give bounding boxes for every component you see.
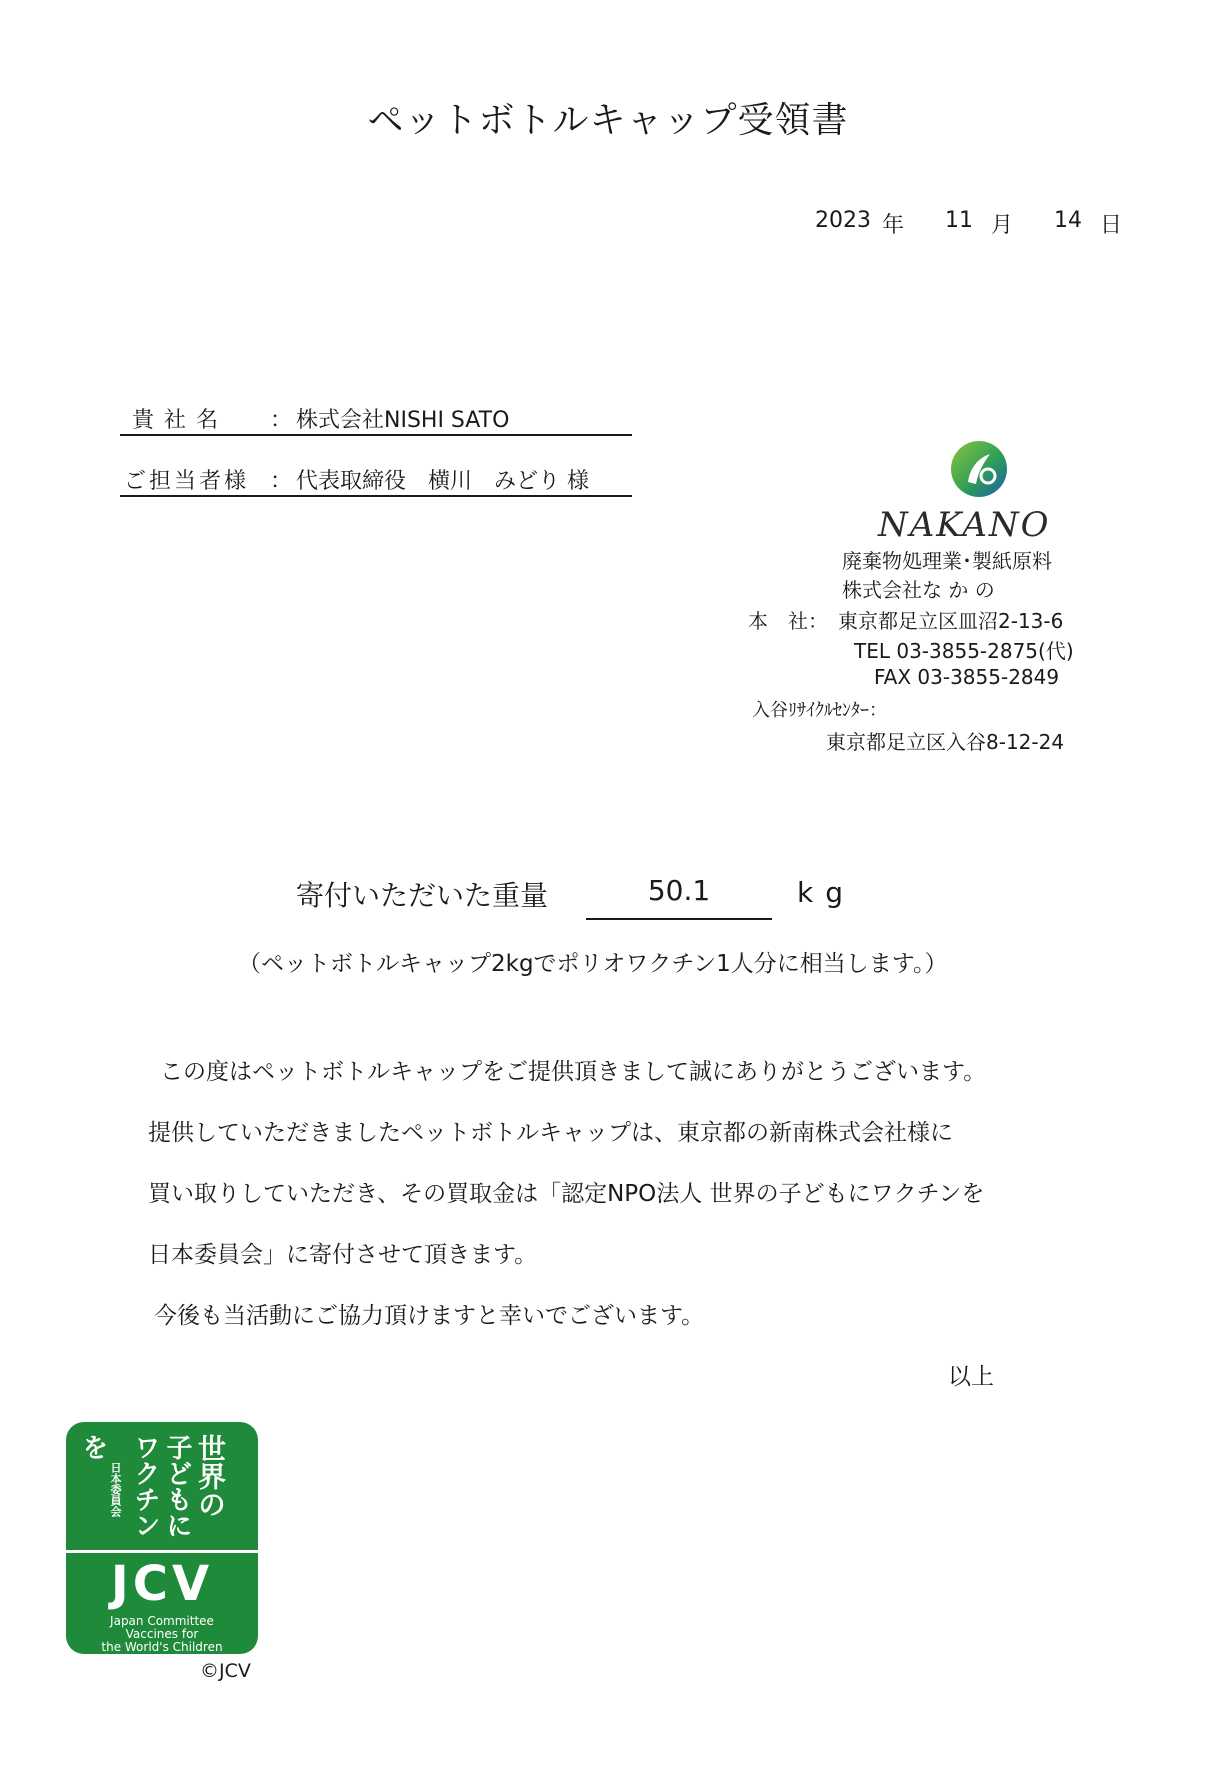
- issuer-name: 株式会社な か の: [842, 578, 995, 602]
- body-line: 日本委員会」に寄付させて頂きます。: [148, 1242, 538, 1268]
- body-line: 買い取りしていただき、その買取金は「認定NPO法人 世界の子どもにワクチンを: [148, 1181, 985, 1207]
- jcv-divider: [66, 1550, 258, 1553]
- issuer-hq-label: 本 社：: [748, 609, 828, 633]
- closing-text: 以上: [948, 1364, 994, 1390]
- weight-value: 50.1: [647, 874, 711, 907]
- jcv-sub-line3: the World's Children: [101, 1640, 223, 1654]
- jcv-text-col3: ワクチン: [130, 1434, 160, 1538]
- issuer-center-address: 東京都足立区入谷8-12-24: [826, 730, 1065, 754]
- issuer-business: 廃棄物処理業･製紙原料: [842, 549, 1052, 573]
- equivalence-note: （ペットボトルキャップ2kgでポリオワクチン1人分に相当します。）: [238, 951, 948, 977]
- date-month: 11: [945, 208, 973, 233]
- issuer-center-label: 入谷ﾘｻｲｸﾙｾﾝﾀｰ：: [752, 700, 887, 721]
- date-year: 2023: [815, 208, 871, 233]
- body-line: 提供していただきましたペットボトルキャップは、東京都の新南株式会社様に: [148, 1120, 953, 1146]
- date-year-unit: 年: [882, 213, 905, 238]
- jcv-text-col4: を: [78, 1434, 108, 1460]
- jcv-sub-line2: Vaccines for: [125, 1627, 199, 1641]
- jcv-logo: [66, 1422, 258, 1654]
- date-month-unit: 月: [991, 213, 1014, 238]
- body-line: 今後も当活動にご協力頂けますと幸いでございます。: [154, 1303, 705, 1329]
- nakano-logo-word: NAKANO: [878, 505, 1051, 545]
- company-underline: [120, 434, 632, 436]
- contact-label: ご担当者様: [124, 469, 250, 494]
- issuer-fax: FAX 03-3855-2849: [874, 665, 1060, 689]
- company-colon: ：: [270, 408, 293, 433]
- weight-underline: [586, 918, 772, 920]
- jcv-text-col2: 子どもに: [162, 1434, 192, 1538]
- body-line: この度はペットボトルキャップをご提供頂きまして誠にありがとうございます。: [160, 1059, 987, 1085]
- company-value: 株式会社NISHI SATO: [296, 408, 510, 433]
- copyright-text: ©JCV: [200, 1660, 251, 1682]
- contact-underline: [120, 495, 632, 497]
- contact-colon: ：: [270, 469, 293, 494]
- contact-value: 代表取締役 横川 みどり 様: [296, 469, 589, 494]
- jcv-text-small: 日本委員会: [109, 1462, 122, 1517]
- weight-unit: kg: [797, 876, 855, 909]
- weight-label: 寄付いただいた重量: [296, 879, 549, 912]
- company-label: 貴社名: [132, 408, 229, 433]
- issuer-tel: TEL 03-3855-2875(代): [854, 639, 1074, 663]
- document-title: ペットボトルキャップ受領書: [367, 100, 849, 141]
- jcv-text-col1: 世界の: [194, 1434, 227, 1518]
- date-day-unit: 日: [1100, 213, 1123, 238]
- jcv-sub-line1: Japan Committee: [110, 1614, 214, 1628]
- date-day: 14: [1054, 208, 1082, 233]
- nakano-logo-icon: [948, 438, 1010, 500]
- issuer-hq-address: 東京都足立区皿沼2-13-6: [838, 609, 1064, 633]
- jcv-big-text: JCV: [110, 1556, 214, 1612]
